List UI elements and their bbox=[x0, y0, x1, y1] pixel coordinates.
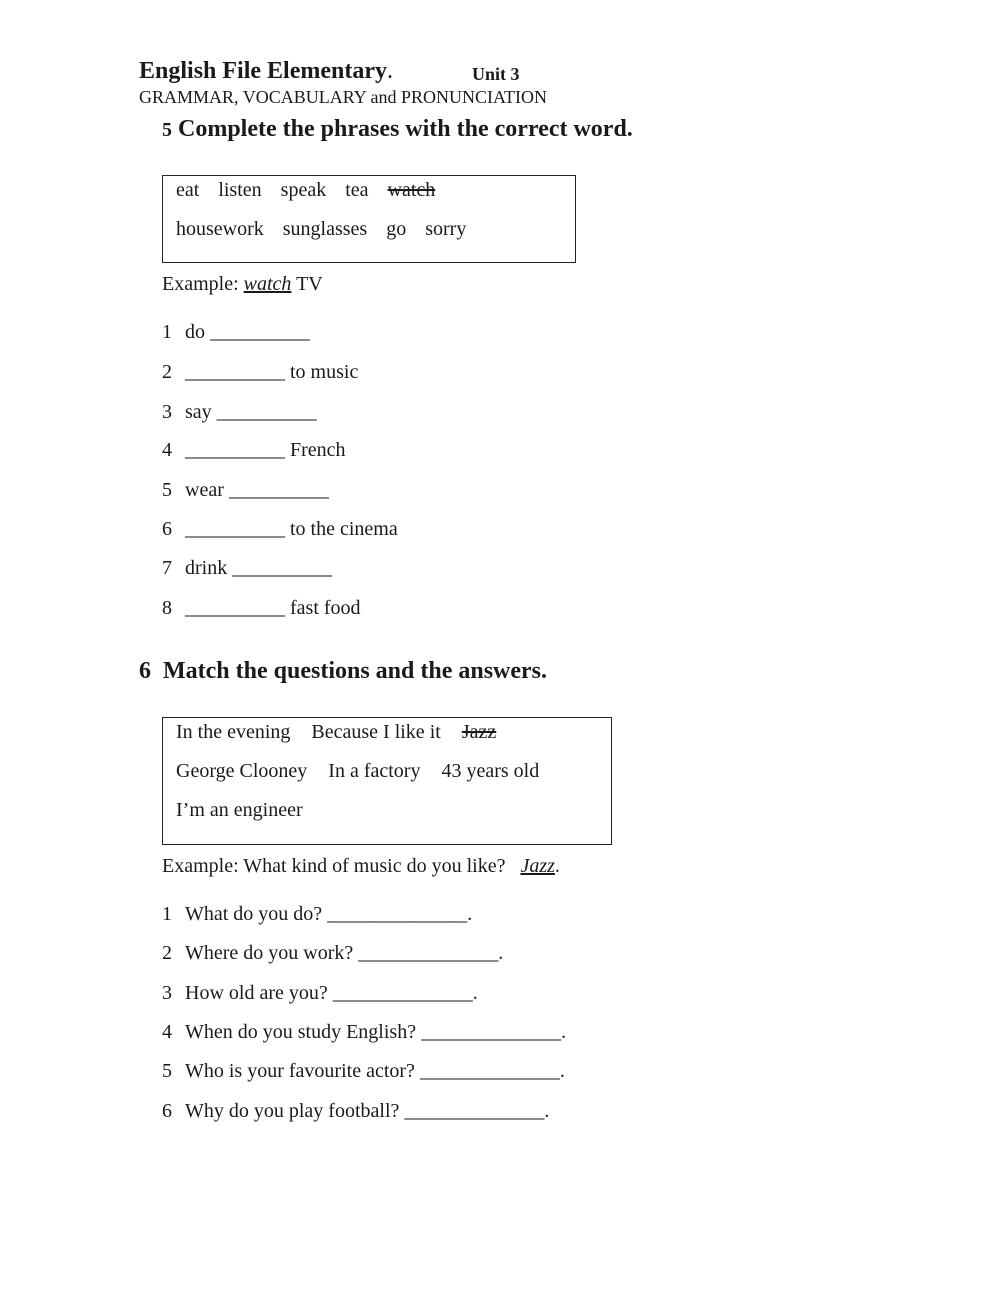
answer-option: 43 years old bbox=[441, 760, 540, 782]
title-punct: . bbox=[387, 58, 393, 84]
word-box-word-crossed: watch bbox=[387, 179, 436, 201]
question-item: 3 How old are you? ______________. bbox=[162, 982, 478, 1004]
example-answer: watch bbox=[243, 273, 292, 295]
phrase-item: 7 drink __________ bbox=[162, 557, 333, 579]
unit-label: Unit 3 bbox=[472, 64, 520, 84]
section-5-example bbox=[162, 273, 323, 296]
title-text: English File Elementary bbox=[139, 58, 387, 84]
answer-box bbox=[162, 717, 612, 845]
phrase-item: 1 do __________ bbox=[162, 321, 310, 343]
answer-option-crossed: Jazz bbox=[461, 721, 497, 743]
word-box-word: tea bbox=[345, 179, 369, 201]
answer-option: I’m an engineer bbox=[176, 799, 303, 821]
word-box bbox=[162, 175, 576, 263]
example-label: Example: bbox=[162, 273, 239, 295]
answer-box-row-2 bbox=[176, 760, 539, 783]
section-5-heading bbox=[162, 116, 633, 143]
question-item: 2 Where do you work? ______________. bbox=[162, 942, 504, 964]
example-answer: Jazz bbox=[520, 855, 555, 877]
section-6-number: 6 bbox=[139, 658, 151, 684]
worksheet-title bbox=[139, 58, 393, 85]
section-6-example bbox=[162, 855, 560, 878]
worksheet-subtitle: GRAMMAR, VOCABULARY and PRONUNCIATION bbox=[139, 87, 548, 107]
word-box-word: housework bbox=[176, 218, 264, 240]
word-box-word: go bbox=[386, 218, 407, 240]
section-5-heading-text: Complete the phrases with the correct word. bbox=[178, 116, 633, 142]
question-item: 5 Who is your favourite actor? ______________. bbox=[162, 1060, 565, 1082]
answer-option: In the evening bbox=[176, 721, 291, 743]
phrase-item: 3 say __________ bbox=[162, 401, 317, 423]
example-question: Example: What kind of music do you like? bbox=[162, 855, 506, 877]
word-box-row-1 bbox=[176, 179, 435, 202]
word-box-word: listen bbox=[218, 179, 262, 201]
section-6-heading-text: Match the questions and the answers. bbox=[163, 658, 548, 684]
section-6-heading bbox=[139, 658, 547, 685]
phrase-item: 8 __________ fast food bbox=[162, 597, 361, 619]
question-item: 6 Why do you play football? ______________. bbox=[162, 1100, 550, 1122]
question-item: 1 What do you do? ______________. bbox=[162, 903, 473, 925]
answer-option: In a factory bbox=[328, 760, 421, 782]
phrase-item: 6 __________ to the cinema bbox=[162, 518, 398, 540]
phrase-item: 2 __________ to music bbox=[162, 361, 359, 383]
word-box-word: eat bbox=[176, 179, 200, 201]
example-rest: TV bbox=[296, 273, 323, 295]
word-box-row-2 bbox=[176, 218, 466, 241]
word-box-word: sunglasses bbox=[282, 218, 368, 240]
answer-box-row-3 bbox=[176, 799, 303, 822]
phrase-item: 4 __________ French bbox=[162, 439, 346, 461]
answer-option: Because I like it bbox=[311, 721, 441, 743]
question-item: 4 When do you study English? ______________. bbox=[162, 1021, 567, 1043]
word-box-word: speak bbox=[280, 179, 327, 201]
answer-box-row-1 bbox=[176, 721, 496, 744]
answer-option: George Clooney bbox=[176, 760, 308, 782]
phrase-item: 5 wear __________ bbox=[162, 479, 329, 501]
word-box-word: sorry bbox=[425, 218, 467, 240]
section-5-number: 5 bbox=[162, 119, 172, 141]
example-end: . bbox=[554, 855, 560, 877]
